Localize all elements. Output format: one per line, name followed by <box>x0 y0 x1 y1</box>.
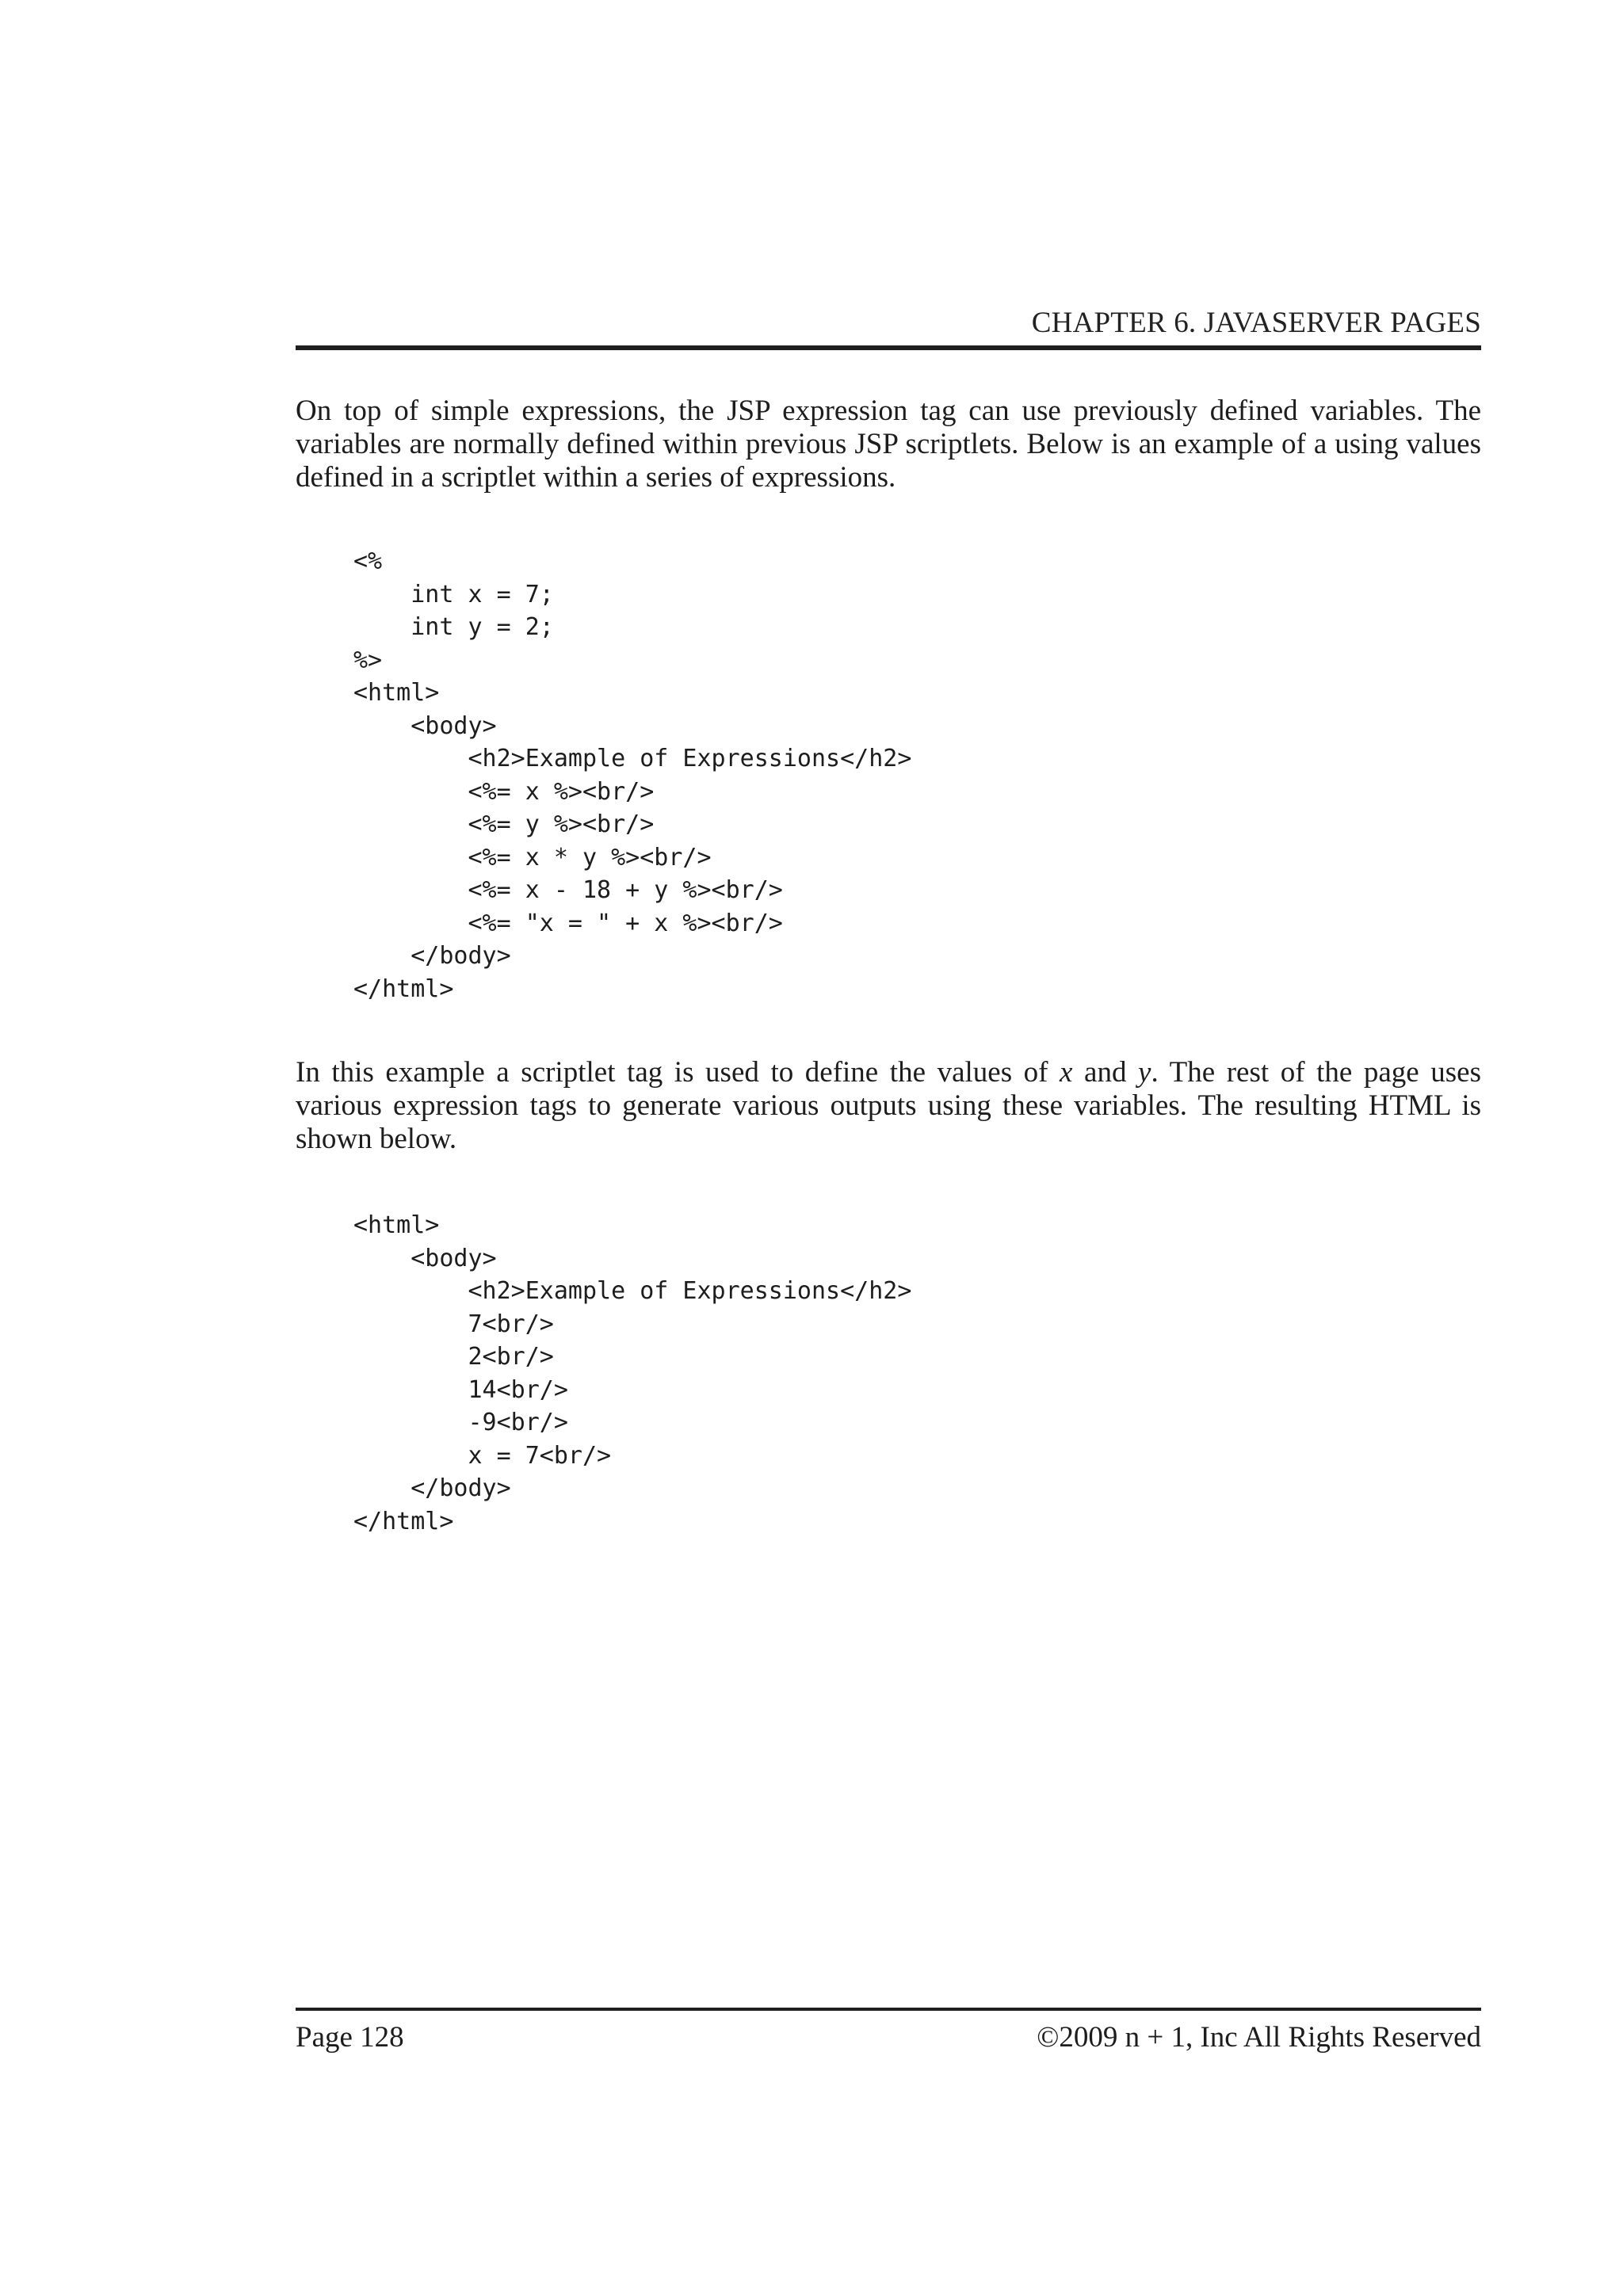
code-line: </body> <box>353 1474 511 1502</box>
code-line: </html> <box>353 1507 454 1535</box>
code-line: <body> <box>353 1244 497 1272</box>
code-listing-jsp <box>353 545 911 1005</box>
code-line: <%= x - 18 + y %><br/> <box>353 876 783 904</box>
code-line: <html> <box>353 679 440 707</box>
variable-y: y <box>1138 1056 1151 1089</box>
code-line: int x = 7; <box>353 580 554 608</box>
explanation-text: In this example a scriptlet tag is used to define the values of <box>296 1056 1060 1089</box>
code-line: <html> <box>353 1211 440 1239</box>
code-line: <%= y %><br/> <box>353 810 655 838</box>
code-line: 7<br/> <box>353 1310 554 1338</box>
code-line: -9<br/> <box>353 1409 568 1436</box>
header-rule <box>296 345 1481 350</box>
intro-paragraph: On top of simple expressions, the JSP expression tag can use previously defined variables. The variables are normally defined within previous JSP scriptlets. Below is an example of a using values defined in a scriptlet within a series of expressions. <box>296 395 1481 494</box>
code-line: <h2>Example of Expressions</h2> <box>353 745 912 772</box>
code-line: x = 7<br/> <box>353 1441 612 1470</box>
explanation-text: . The rest of the page uses various expression tags to generate various outputs using these variables. The resulting HTML is shown below. <box>296 1056 1481 1155</box>
code-listing-html-output <box>353 1209 911 1538</box>
code-line: 2<br/> <box>353 1343 554 1371</box>
code-line: <%= "x = " + x %><br/> <box>353 909 783 937</box>
code-line: <%= x %><br/> <box>353 777 655 806</box>
code-line: <body> <box>353 711 497 740</box>
copyright-notice: ©2009 n + 1, Inc All Rights Reserved <box>1037 2021 1481 2054</box>
variable-x: x <box>1060 1056 1073 1089</box>
code-line: <%= x * y %><br/> <box>353 843 712 871</box>
code-line: 14<br/> <box>353 1375 568 1404</box>
code-line: </body> <box>353 942 511 970</box>
running-head: CHAPTER 6. JAVASERVER PAGES <box>1031 307 1481 339</box>
code-line: <% <box>353 547 383 575</box>
code-line: %> <box>353 646 383 674</box>
page-number: Page 128 <box>296 2021 404 2054</box>
code-line: </html> <box>353 974 454 1003</box>
code-line: int y = 2; <box>353 613 554 641</box>
footer-rule <box>296 2008 1481 2011</box>
explanation-text: and <box>1072 1056 1139 1089</box>
code-line: <h2>Example of Expressions</h2> <box>353 1277 912 1305</box>
explanation-paragraph <box>296 1056 1481 1156</box>
